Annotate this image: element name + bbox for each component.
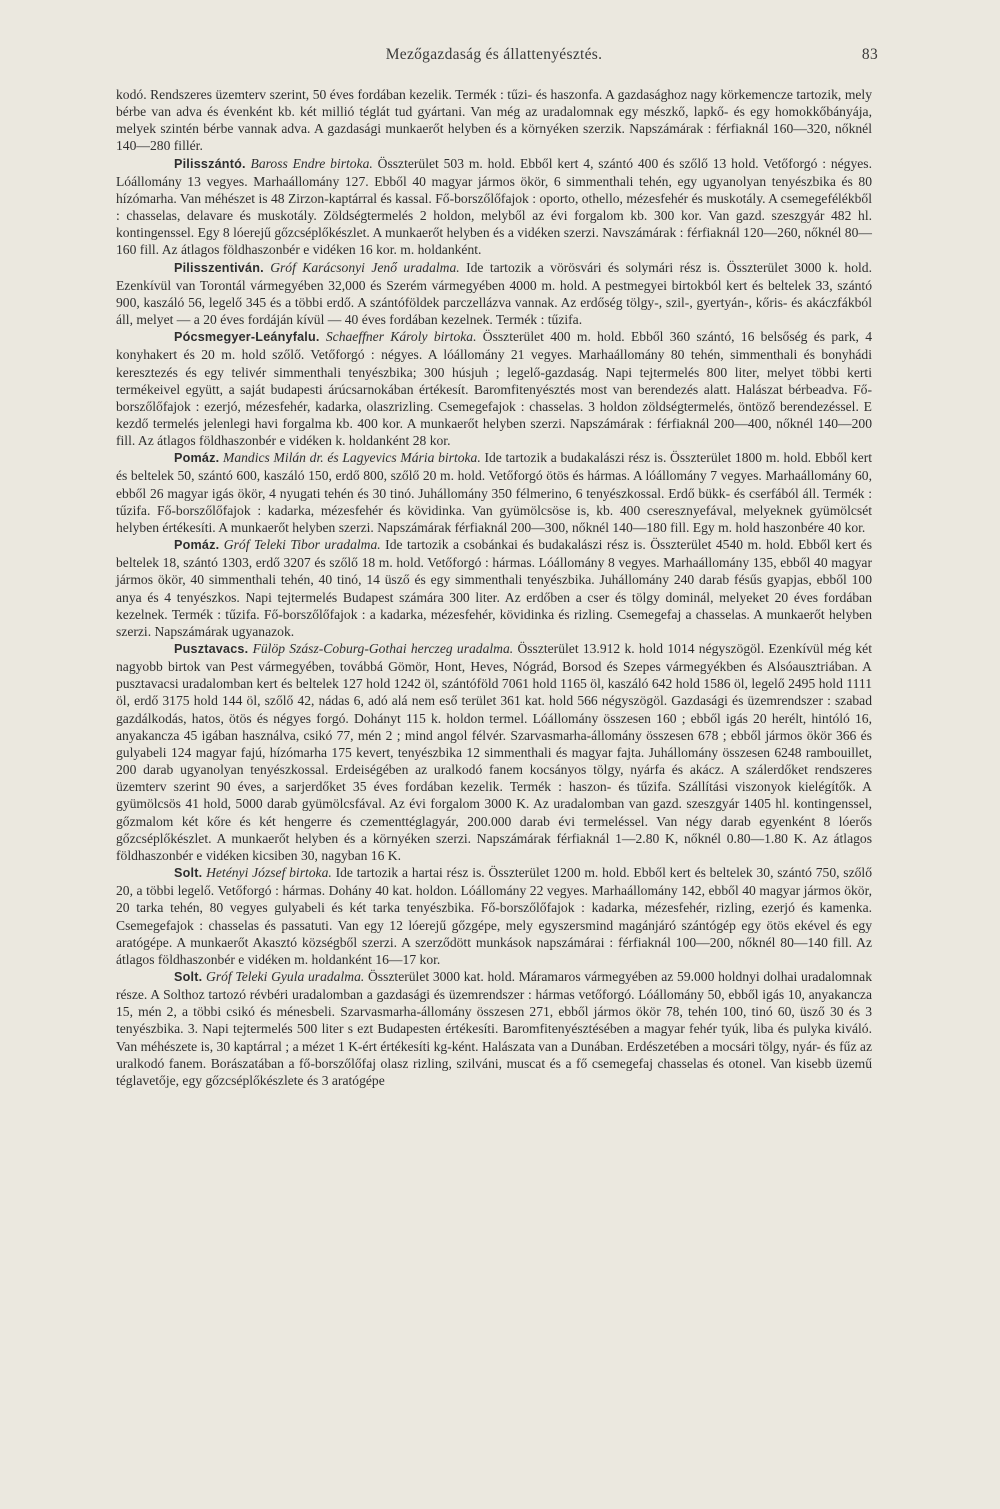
page-header bbox=[116, 42, 878, 72]
place-name: Pomáz. bbox=[174, 538, 220, 553]
entry-paragraph bbox=[116, 449, 872, 536]
entry-paragraph bbox=[116, 155, 872, 259]
entry-paragraph bbox=[116, 640, 872, 864]
owner-name: Hetényi József birtoka. bbox=[206, 865, 332, 881]
entry-paragraph bbox=[116, 968, 872, 1089]
place-name: Pusztavacs. bbox=[174, 642, 249, 656]
owner-name: Gróf Teleki Tibor uradalma. bbox=[223, 537, 381, 553]
owner-name: Schaeffner Károly birtoka. bbox=[325, 329, 477, 345]
page-number: 83 bbox=[861, 46, 878, 63]
entry-text: Összterület 3000 kat. hold. Máramaros vármegyében az 59.000 holdnyi dolhai uradalomnak része. A Solthoz tartozó révbéri uradalomban a gazdasági és üzemrendszer : hármas vetőforgó. Lóállomány 50, ebből igás 10, anyakancza 15, mén 2, a többi csikó és ménesbeli. Szarvasmarha-állomány összesen 271, ebből jármos ökör 78, tehén 100, tinó 60, üsző 30 és 3 tenyészbika. 3. Napi tejtermelés 500 liter s ezt Budapesten értékesíti. Baromfitenyésztésében a magyar fehér tyúk, liba és pulyka kiváló. Van méhészete is, 30 kaptárral ; a mézet 1 K-ért értékesíti kg-ként. Halászata van a Dunában. Erdészetében a mocsári tölgy, nyár- és fűz az uralkodó fanem. Borászatában a fő-borszőlőfaj olasz rizling, szilváni, muscat és a fő csemegefaj chasselas és otonel. Van kisebb üzemű téglavetője, egy gőzcséplőkészlete és 3 aratógépe bbox=[116, 968, 872, 1088]
place-name: Solt. bbox=[174, 866, 203, 881]
entry-paragraph bbox=[116, 864, 872, 968]
entry-text: Ide tartozik a vörösvári és solymári rész is. Összterület 3000 k. hold. Ezenkívül van Torontál vármegyében 32,000 és Szerém vármegyében 4000 m. hold. A pestmegyei birtokból kert és beltelek 33, szántó 900, kaszáló 56, legelő 345 és a többi erdő. A szántóföldek parczellázva vannak. Az erdőség tölgy-, szil-, gyertyán-, kőris- és akáczfákból áll, melyet — a 20 éves fordáján kívül — 40 éves fordában kezelnek. Termék : tűzifa. bbox=[116, 259, 873, 328]
place-name: Pomáz. bbox=[174, 451, 220, 466]
place-name: Solt. bbox=[174, 969, 203, 984]
entry-text: Összterület 503 m. hold. Ebből kert 4, szántó 400 és szőlő 13 hold. Vetőforgó : négyes. Lóállomány 13 vegyes. Marhaállomány 127. Ebből 40 magyar jármos ökör, 6 simmenthali tehén, egy ugyanolyan tenyészbika és 80 hízómarha. Van méhészet is 48 Zirzon-kaptárral és kassal. Fő-borszőlőfajok : oporto, othello, mézesfehér és muskotály. A csemegefélékből : chasselas, delavare és muskotály. Zöldségtermelés 2 holdon, melyből az évi forgalom kb. 300 kor. Van gazd. szeszgyár 482 hl. kontingenssel. Egy 8 lóerejű gőzcséplőkészlet. A munkaerőt helyben és a vidéken szerzi. Navszámárak : férfiaknál 120—260, nőknél 80—160 fill. Az átlagos földhaszonbér e vidéken 16 kor. m. holdanként. bbox=[116, 155, 872, 258]
owner-name: Mandics Milán dr. és Lagyevics Mária birtoka. bbox=[223, 450, 481, 466]
entry-text: Ide tartozik a budakalászi rész is. Összterület 1800 m. hold. Ebből kert és beltelek 50, szántó 600, kaszáló 150, erdő 800, szőlő 20 m. hold. Vetőforgó ötös és hármas. A lóállomány 7 vegyes. Marhaállomány 60, ebből 26 magyar igás ökör, 4 nyugati tehén és 30 tinó. Juhállomány 350 félmerino, 6 tenyészkossal. Erdő bükk- és cserfából áll. Termék : tűzifa. Fő-borszőlőfajok : kadarka, mézesfehér és kövidinka. Van gyümölcsöse is, kb. 400 cseresznyefával, melyeknek gyümölcsét helyben értékesíti. A munkaerőt helyben szerzi. Napszámárak férfiaknál 200—300, nőknél 140—180 fill. Egy m. hold haszonbére 40 kor. bbox=[116, 450, 873, 535]
place-name: Pilisszentiván. bbox=[174, 260, 264, 275]
owner-name: Fülöp Szász-Coburg-Gothai herczeg uradalma. bbox=[252, 641, 514, 656]
entry-text: Ide tartozik a csobánkai és budakalászi rész is. Összterület 4540 m. hold. Ebből kert és beltelek 18, szántó 1303, erdő 3207 és szőlő 18 m. hold. Vetőforgó : hármas. Lóállomány 8 vegyes. Marhaállomány 135, ebből 40 magyar jármos ökör, 40 simmenthali tehén, 40 tinó, 14 üsző és egy simmenthali tenyészbika. Juhállomány 240 darab fésűs gyapjas, ebből 100 anya és 4 tenyészkos. Napi tejtermelés Budapest számára 300 liter. Az erdőben a cser és tölgy dominál, melyeket 20 éves fordában kezelnek. Termék : tűzifa. Fő-borszőlőfajok : a kadarka, mézesfehér, kövidinka és rizling. Csemegefaj a chasselas. A munkaerőt helyben szerzi. Napszámárak ugyanazok. bbox=[116, 537, 872, 639]
entry-paragraph bbox=[116, 259, 872, 329]
owner-name: Gróf Teleki Gyula uradalma. bbox=[206, 968, 365, 984]
entry-paragraph bbox=[116, 536, 872, 640]
place-name: Pilisszántó. bbox=[174, 156, 246, 171]
entry-text: Összterület 13.912 k. hold 1014 négyszögöl. Ezenkívül még két nagyobb birtok van Pest vármegyében, továbbá Gömör, Hont, Heves, Nógrád, Borsod és Szepes vármegyékben és Alsóausztriában. A pusztavacsi uradalomban kert és beltelek 127 hold 1242 öl, szántóföld 7061 hold 1165 öl, kaszáló 642 hold 1586 öl, legelő 2495 hold 1111 öl, erdő 3175 hold 144 öl, szőlő 42, nádas 6, adó alá nem eső terület 361 kat. hold 566 négyszögöl. Gazdasági és üzemrendszer : szabad gazdálkodás, hatos, ötös és négyes forgó. Dohányt 115 k. holdon termel. Lóállomány összesen 160 ; ebből igás 20 herélt, hintóló 16, anyakancza 45 igában használva, csikó 77, mén 2 ; mind angol félvér. Szarvasmarha-állomány összesen 678 ; ebből jármos ökör 366 és gulyabeli 124 magyar fajú, hízómarha 175 kevert, tenyészbika 12 simmenthali és magyar fajta. Juhállomány összesen 6248 rambouillet, 200 darab ugyanolyan tenyészkossal. Erdeiségében az uralkodó fanem kocsányos tölgy, nyárfa és akácz. A szálerdőket rendszeres üzemterv szerint 90 éves, a sarjerdőket 35 éves fordában kezelik. Termék : haszon- és tűzifa. Szállítási viszonyok kielégítők. A gyümölcsös 41 hold, 5000 darab gyümölcsfával. Az évi forgalom 3000 K. Az uradalomban van gazd. szeszgyár 1405 hl. kontingenssel, gőzmalom két kőre és két hengerre és czementtéglagyár, 200.000 darab évi termeléssel. Van négy darab egyenként 8 lóerős gőzcséplőkészlet. A munkaerőt helyben és a környéken szerzi. Napszámárak férfiaknál 1—2.80 K, nőknél 0.80—1.80 K. Az átlagos földhaszonbér e vidéken kicsiben 30, nagyban 16 K. bbox=[116, 641, 872, 863]
intro-paragraph: kodó. Rendszeres üzemterv szerint, 50 éves fordában kezelik. Termék : tűzi- és haszonfa. A gazdasághoz nagy körkemencze tartozik, mely bérbe van adva és évenként kb. két millió téglát tud gyártani. Van még az uradalomnak egy mészkő, lapkő- és egy homokkőbányája, melyek szintén bérbe vannak adva. A gazdasági munkaerőt helyben és a környéken szerzik. Napszámárak : férfiaknál 160—320, nőknél 140—280 fillér. bbox=[116, 87, 872, 154]
owner-name: Gróf Karácsonyi Jenő uradalma. bbox=[270, 259, 460, 275]
entry-text: Ide tartozik a hartai rész is. Összterület 1200 m. hold. Ebből kert és beltelek 30, szántó 750, szőlő 20, a többi legelő. Vetőforgó : hármas. Dohány 40 kat. holdon. Lóállomány 22 vegyes. Marhaállomány 142, ebből 40 magyar jármos ökör, 20 tarka tehén, 80 vegyes gulyabeli és két tarka tenyészbika. Fő-borszőlőfajok : kadarka, mézesfehér, rizling, ezerjó és kamenka. Csemegefajok : chasselas és passatuti. Van egy 12 lóerejű gőzgépe, mely egyszersmind magánjáró szántógép egy ötös ekével és egy aratógépe. A munkaerőt Akasztó községből szerzi. A szerződött munkások napszámárai : férfiaknál 100—200, nőknél 80—140 fill. Az átlagos földhaszonbér e vidéken m. holdanként 16—17 kor. bbox=[116, 865, 873, 967]
entry-paragraph bbox=[116, 328, 872, 449]
body-text bbox=[116, 86, 872, 1089]
place-name: Pócsmegyer-Leányfalu. bbox=[174, 330, 320, 345]
owner-name: Baross Endre birtoka. bbox=[250, 155, 373, 171]
entry-text: Összterület 400 m. hold. Ebből 360 szántó, 16 belsőség és park, 4 konyhakert és 20 m. hold szőlő. Vetőforgó : négyes. A lóállomány 21 vegyes. Marhaállomány 80 tehén, simmenthali és bonyhádi keresztezés és egy telivér simmenthali tenyészbika; 300 húsjuh ; legelő-gazdaság. Napi tejtermelés 800 liter, melyet többi kerti termékeivel együtt, a saját budapesti árúcsarnokában értékesít. Baromfitenyésztés most van berendezés alatt. Halászat bérbeadva. Fő-borszőlőfajok : ezerjó, mézesfehér, kadarka, olaszrizling. Csemegefajok : chasselas. 3 holdon zöldségtermelés, öntöző berendezéssel. E kezdő termelés jelenlegi havi forgalma kb. 400 kor. A munkaerőt helyben szerzi. Napszámárak : férfiaknál 200—400, nőknél 140—200 fill. Az átlagos földhaszonbér e vidéken k. holdanként 28 kor. bbox=[116, 329, 872, 449]
running-title: Mezőgazdaság és állattenyésztés. bbox=[385, 46, 603, 63]
